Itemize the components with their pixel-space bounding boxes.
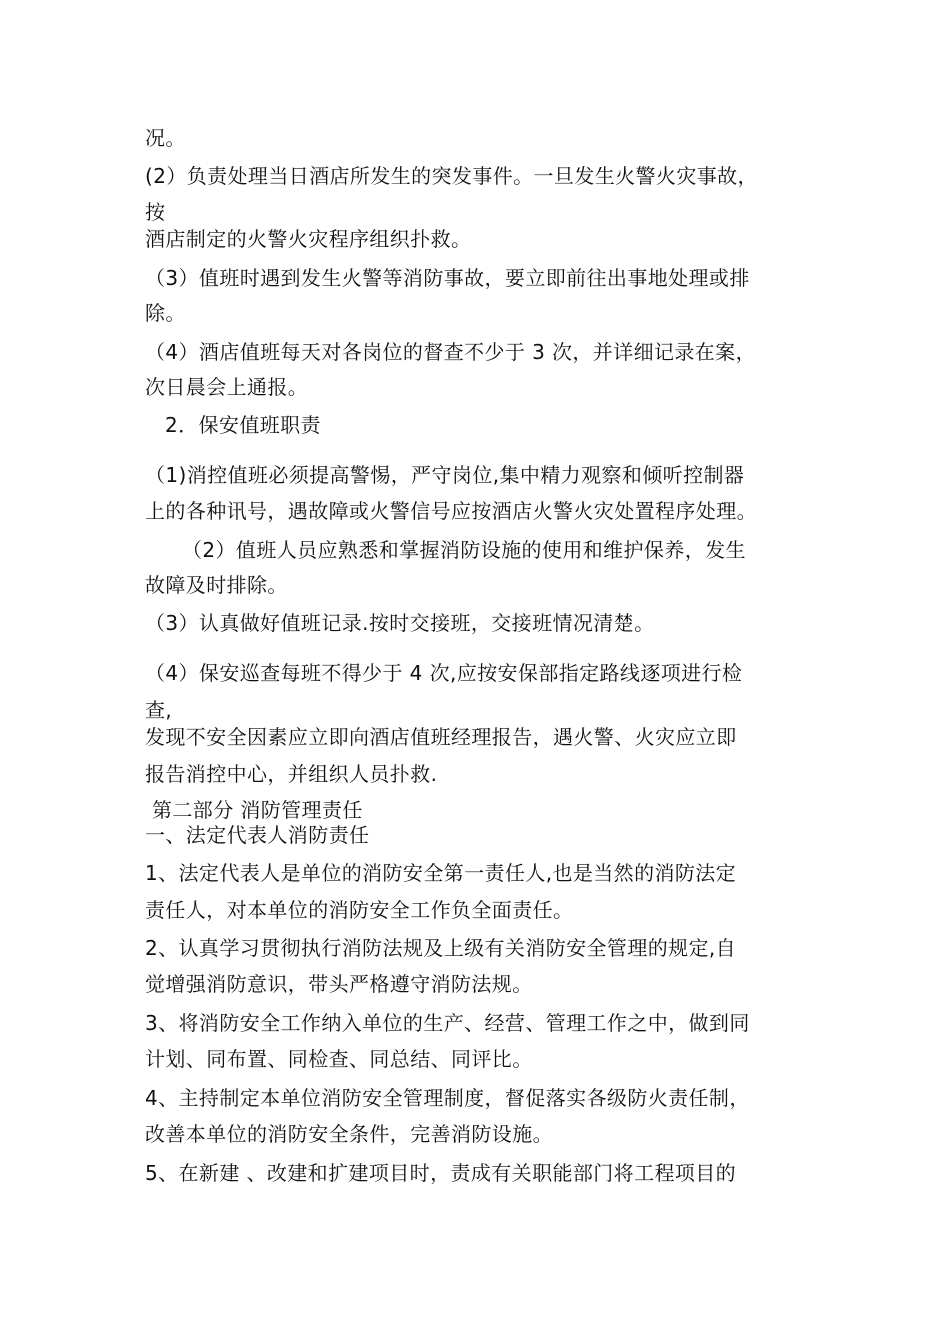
text-line: 责任人，对本单位的消防安全工作负全面责任。: [145, 898, 574, 922]
text-line: 况。: [145, 126, 186, 150]
text-line: 发现不安全因素应立即向酒店值班经理报告，遇火警、火灾应立即: [145, 725, 737, 749]
text-line: 2、认真学习贯彻执行消防法规及上级有关消防安全管理的规定,自: [145, 936, 737, 960]
text-line: （3）认真做好值班记录.按时交接班，交接班情况清楚。: [145, 611, 655, 635]
text-line: 计划、同布置、同检查、同总结、同评比。: [145, 1047, 533, 1071]
text-line: 3、将消防安全工作纳入单位的生产、经营、管理工作之中，做到同: [145, 1011, 750, 1035]
text-line: 酒店制定的火警火灾程序组织扑救。: [145, 227, 472, 251]
text-line: (2）负责处理当日酒店所发生的突发事件。一旦发生火警火灾事故，: [145, 164, 758, 188]
text-line: 故障及时排除。: [145, 573, 288, 597]
text-line: （4）酒店值班每天对各岗位的督查不少于 3 次，并详细记录在案，: [145, 340, 756, 364]
text-line: 1、法定代表人是单位的消防安全第一责任人,也是当然的消防法定: [145, 861, 737, 885]
section-heading: 一、法定代表人消防责任: [145, 823, 370, 847]
text-line: 上的各种讯号，遇故障或火警信号应按酒店火警火灾处置程序处理。: [145, 499, 757, 523]
part-heading: 第二部分 消防管理责任: [152, 798, 363, 822]
section-heading: 2．保安值班职责: [165, 413, 321, 437]
text-line: 除。: [145, 301, 186, 325]
text-line: （3）值班时遇到发生火警等消防事故，要立即前往出事地处理或排: [145, 266, 750, 290]
text-line: 觉增强消防意识，带头严格遵守消防法规。: [145, 972, 533, 996]
text-line: 5、在新建 、改建和扩建项目时，责成有关职能部门将工程项目的: [145, 1161, 737, 1185]
text-line: 改善本单位的消防安全条件，完善消防设施。: [145, 1122, 553, 1146]
text-line: 查,: [145, 698, 173, 722]
text-line: 按: [145, 200, 166, 224]
text-line: 报告消控中心，并组织人员扑救.: [145, 762, 438, 786]
text-line: （1)消控值班必须提高警惕，严守岗位,集中精力观察和倾听控制器: [145, 463, 745, 487]
text-line: （2）值班人员应熟悉和掌握消防设施的使用和维护保养，发生: [182, 538, 746, 562]
text-line: （4）保安巡查每班不得少于 4 次,应按安保部指定路线逐项进行检: [145, 661, 743, 685]
text-line: 次日晨会上通报。: [145, 375, 309, 399]
text-line: 4、主持制定本单位消防安全管理制度，督促落实各级防火责任制，: [145, 1086, 750, 1110]
